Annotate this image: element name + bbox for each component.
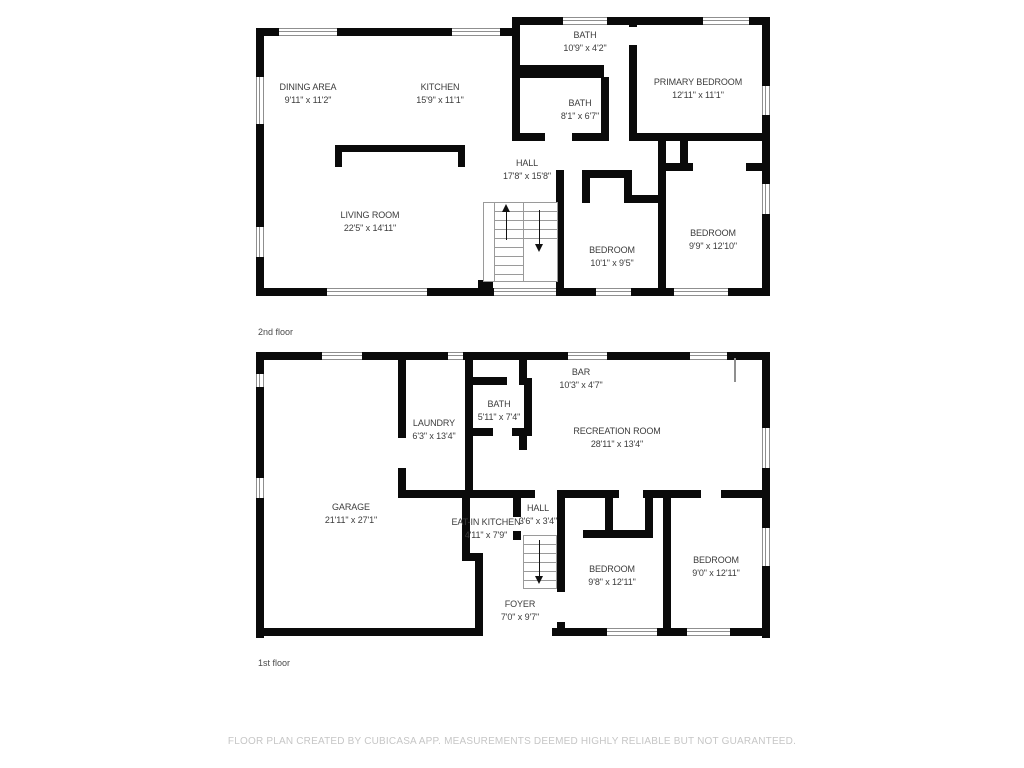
- room-name: LIVING ROOM: [340, 210, 400, 220]
- window: [448, 352, 463, 360]
- wall: [572, 133, 609, 141]
- room-label-kitchen: [416, 81, 463, 107]
- room-dims: 9'8" x 12'11": [588, 577, 636, 587]
- room-name: BEDROOM: [693, 555, 739, 565]
- wall: [583, 530, 651, 538]
- room-label-living-room: [341, 209, 400, 235]
- window: [452, 28, 500, 36]
- room-label-bedroom-middle: [589, 244, 635, 270]
- window: [494, 288, 556, 296]
- floor-caption-2nd: 2nd floor: [258, 327, 294, 337]
- wall: [520, 65, 604, 78]
- wall: [663, 498, 671, 630]
- window: [687, 628, 730, 636]
- window: [674, 288, 728, 296]
- room-dims: 10'3" x 4'7": [559, 380, 603, 390]
- wall: [519, 428, 527, 450]
- window: [256, 478, 264, 498]
- wall: [465, 428, 493, 436]
- window: [327, 288, 427, 296]
- wall: [746, 163, 762, 171]
- room-label-bar: [559, 366, 602, 392]
- room-name: KITCHEN: [420, 82, 460, 92]
- window: [607, 628, 657, 636]
- counter-line: [734, 358, 736, 382]
- room-label-bedroom-right-1st: [692, 554, 739, 580]
- room-name: BEDROOM: [589, 564, 635, 574]
- room-label-eat-in-kitchen: [452, 516, 521, 542]
- room-dims: 9'9" x 12'10": [688, 241, 738, 251]
- wall: [582, 170, 590, 203]
- window: [703, 17, 749, 25]
- room-dims: 28'11" x 13'4": [590, 439, 644, 449]
- window: [762, 428, 770, 468]
- window: [322, 352, 362, 360]
- window: [762, 184, 770, 214]
- window: [762, 86, 770, 115]
- wall: [256, 628, 483, 636]
- stair-down-arrow-icon: [535, 244, 543, 252]
- window: [256, 77, 264, 124]
- wall: [465, 377, 507, 385]
- window: [256, 227, 264, 257]
- room-label-bedroom-right: [689, 227, 737, 253]
- room-dims: 15'9" x 11'1": [416, 95, 464, 105]
- wall: [398, 490, 519, 498]
- wall: [605, 498, 613, 534]
- room-dims: 10'9" x 4'2": [563, 43, 607, 53]
- wall: [658, 163, 666, 296]
- wall: [552, 628, 770, 636]
- wall: [398, 352, 406, 438]
- stair-down-arrow-stem: [539, 210, 540, 244]
- disclaimer-text: FLOOR PLAN CREATED BY CUBICASA APP. MEASUREMENTS DEEMED HIGHLY RELIABLE BUT NOT GUARANTEED.: [227, 736, 797, 747]
- room-dims: 5'11" x 7'4": [477, 412, 521, 422]
- room-name: BATH: [568, 98, 592, 108]
- room-name: HALL: [526, 503, 550, 513]
- room-name: BEDROOM: [589, 245, 635, 255]
- room-name: RECREATION ROOM: [573, 426, 661, 436]
- room-dims: 3'6" x 3'4": [518, 516, 558, 526]
- room-label-foyer: [501, 598, 539, 624]
- window: [279, 28, 337, 36]
- room-label-garage: [325, 501, 377, 527]
- room-dims: 17'8" x 15'8": [502, 171, 552, 181]
- wall: [762, 352, 770, 638]
- room-dims: 22'5" x 14'11": [343, 223, 397, 233]
- room-dims: 7'0" x 9'7": [500, 612, 540, 622]
- floor-caption-1st: 1st floor: [258, 658, 291, 668]
- room-label-primary-bedroom: [654, 76, 742, 102]
- wall: [458, 145, 465, 167]
- window: [690, 352, 727, 360]
- room-dims: 6'3" x 13'4": [412, 431, 456, 441]
- room-name: EAT-IN KITCHEN: [451, 517, 521, 527]
- window: [762, 528, 770, 566]
- room-dims: 12'11" x 11'1": [672, 90, 724, 100]
- room-name: LAUNDRY: [412, 418, 456, 428]
- room-name: HALL: [515, 158, 539, 168]
- wall: [335, 145, 465, 152]
- room-dims: 9'11" x 11'2": [284, 95, 332, 105]
- room-label-hall-1st: [519, 502, 557, 528]
- room-dims: 8'1" x 6'7": [560, 111, 600, 121]
- stair-up-arrow-icon: [502, 204, 510, 212]
- wall: [465, 352, 473, 498]
- wall: [335, 145, 342, 167]
- stair-treads: [494, 203, 523, 282]
- room-name: BATH: [487, 399, 511, 409]
- stair-down-arrow-stem: [539, 540, 540, 576]
- staircase-2nd-floor: [483, 202, 558, 282]
- window: [596, 288, 631, 296]
- window: [568, 352, 607, 360]
- window: [563, 17, 607, 25]
- stair-up-arrow-stem: [506, 212, 507, 240]
- room-label-bath-1st: [478, 398, 521, 424]
- room-label-bath-upper: [563, 29, 606, 55]
- wall: [601, 77, 609, 141]
- room-label-bedroom-left-1st: [588, 563, 635, 589]
- wall: [478, 280, 493, 296]
- room-name: GARAGE: [332, 502, 370, 512]
- wall: [475, 553, 483, 628]
- window: [256, 374, 264, 387]
- wall: [721, 490, 762, 498]
- room-dims: 21'11" x 27'1": [324, 515, 378, 525]
- wall: [629, 45, 637, 141]
- room-name: FOYER: [504, 599, 536, 609]
- wall: [519, 490, 535, 498]
- wall: [512, 25, 520, 141]
- wall: [680, 141, 688, 163]
- wall: [643, 490, 701, 498]
- room-name: DINING AREA: [279, 82, 337, 92]
- wall: [629, 133, 762, 141]
- room-label-hall-2nd: [503, 157, 551, 183]
- stair-treads: [523, 203, 557, 241]
- wall: [557, 490, 619, 498]
- wall: [512, 133, 545, 141]
- room-label-laundry: [412, 417, 455, 443]
- room-name: PRIMARY BEDROOM: [653, 77, 743, 87]
- room-name: BATH: [573, 30, 597, 40]
- room-dims: 9'0" x 12'11": [692, 568, 740, 578]
- wall: [557, 622, 565, 628]
- stair-down-arrow-icon: [535, 576, 543, 584]
- room-name: BAR: [571, 367, 591, 377]
- room-dims: 10'1" x 9'5": [590, 258, 634, 268]
- room-label-dining-area: [280, 81, 337, 107]
- wall: [629, 17, 637, 27]
- room-label-bath-lower: [561, 97, 599, 123]
- room-dims: 4'11" x 7'9": [464, 530, 508, 540]
- room-label-recreation-room: [573, 425, 660, 451]
- wall: [762, 17, 770, 296]
- wall: [557, 490, 565, 592]
- room-name: BEDROOM: [690, 228, 736, 238]
